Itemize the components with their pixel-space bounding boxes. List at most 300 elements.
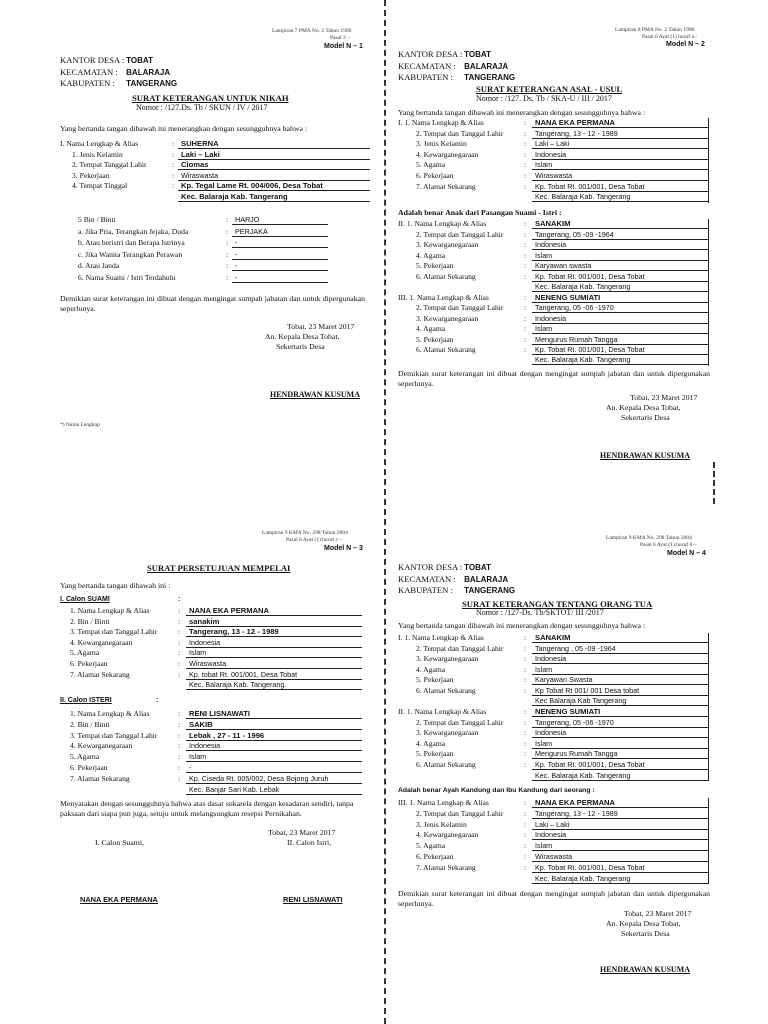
place-date: Tobat, 23 Maret 2017 xyxy=(287,322,355,331)
field-row xyxy=(398,335,718,346)
document-title: SURAT KETERANGAN UNTUK NIKAH xyxy=(132,93,289,103)
field-row xyxy=(398,150,718,161)
field-border xyxy=(708,707,709,781)
field-label: I. 1. Nama Lengkap & Alias xyxy=(398,633,484,642)
field-value: Tangerang, 13 - 12 - 1989 xyxy=(186,627,362,637)
lampiran-note: Lampiran 9 KMA No. 298 Tahun 2004 xyxy=(262,530,348,536)
field-row xyxy=(398,654,718,665)
field-label: 2. Tempat dan Tanggal Lahir xyxy=(416,303,504,313)
bride-heading: II. Calon ISTERI : xyxy=(60,697,159,704)
field-label: 4. Kewarganegaraan xyxy=(70,637,133,647)
field-value: - xyxy=(186,763,362,773)
pasal-note: Pasal 6 Ayat (1) huruf a - xyxy=(642,34,698,40)
field-colon: : xyxy=(226,238,229,247)
field-colon: : xyxy=(524,293,527,302)
field-row xyxy=(60,785,370,796)
field-value: Tangerang , 05 -09 -1964 xyxy=(532,644,708,654)
field-value: Kp. Tegal Lame Rt. 004/006, Desa Tobat xyxy=(178,181,370,191)
field-row xyxy=(398,863,718,874)
field-value: RENI LISNAWATI xyxy=(186,709,362,719)
field-label: 3. Pekerjaan xyxy=(72,170,110,180)
page-divider xyxy=(384,0,386,1024)
kantor-value: TOBAT xyxy=(464,563,491,572)
field-colon: : xyxy=(524,749,527,759)
office-header xyxy=(60,55,177,90)
field-label: III. 1. Nama Lengkap & Alias xyxy=(398,798,489,807)
field-colon: : xyxy=(524,862,527,872)
field-label: 1. Nama Lengkap & Alias xyxy=(70,709,150,718)
field-colon: : xyxy=(178,606,181,615)
field-row xyxy=(398,118,718,129)
field-colon: : xyxy=(524,181,527,191)
field-value: PERJAKA xyxy=(232,227,328,237)
field-label: 4. Agama xyxy=(416,664,446,674)
field-row xyxy=(398,644,718,655)
field-colon: : xyxy=(172,160,175,170)
field-value: Karyawan Swasta xyxy=(532,675,708,685)
parents-heading: Adalah benar Anak dari Pasangan Suami - Istri : xyxy=(398,208,562,217)
field-row xyxy=(60,261,370,272)
field-value: Tangerang, 05 -06 -1970 xyxy=(532,303,708,313)
field-value: Indonesia xyxy=(532,654,708,664)
field-value: NENENG SUMIATI xyxy=(532,707,708,717)
model-label: Model N – 3 xyxy=(324,545,363,552)
field-colon: : xyxy=(524,664,527,674)
groom-signer-name: NANA EKA PERMANA xyxy=(80,895,158,904)
field-value: Islam xyxy=(532,251,708,261)
field-colon: : xyxy=(226,226,229,236)
kabupaten-value: TANGERANG xyxy=(126,79,178,88)
kabupaten-label: KABUPATEN : xyxy=(398,72,453,82)
field-colon: : xyxy=(178,719,181,729)
field-row xyxy=(60,774,370,785)
field-label: 5. Pekerjaan xyxy=(416,261,454,270)
field-row xyxy=(60,680,370,691)
field-colon: : xyxy=(524,707,527,716)
kecamatan-value: BALARAJA xyxy=(464,61,509,71)
field-row xyxy=(60,273,370,284)
field-colon: : xyxy=(226,215,229,224)
signer-role: Sekertaris Desa xyxy=(621,413,670,422)
field-colon: : xyxy=(524,171,527,180)
field-label: 6. Alamat Sekarang xyxy=(416,685,476,695)
field-colon: : xyxy=(524,633,527,642)
field-label: 5. Pekerjaan xyxy=(416,334,454,344)
field-colon: : xyxy=(178,741,181,751)
field-label: 5. Pekerjaan xyxy=(416,749,454,759)
field-row xyxy=(398,240,718,251)
field-row xyxy=(398,303,718,314)
field-value: Indonesia xyxy=(532,728,708,738)
field-colon: : xyxy=(524,324,527,334)
field-label: 3. Kewarganegaraan xyxy=(416,240,479,249)
field-label: 6. Pekerjaan xyxy=(416,852,454,861)
field-value: Islam xyxy=(532,665,708,675)
field-label: 5. Agama xyxy=(416,841,446,851)
signer-role: Sekertaris Desa xyxy=(276,342,325,351)
field-label: 4. Tempat Tinggal xyxy=(72,181,128,191)
field-row xyxy=(398,261,718,272)
intro-text: Yang bertanda tangan dibawah ini menerangkan dengan sesungguhnya bahwa : xyxy=(60,124,308,133)
field-row xyxy=(398,841,718,852)
field-row xyxy=(60,763,370,774)
field-colon: : xyxy=(226,272,229,282)
field-colon: : xyxy=(172,149,175,159)
field-colon: : xyxy=(524,760,527,769)
field-row xyxy=(60,171,370,182)
office-header xyxy=(398,49,515,84)
document-title: SURAT KETERANGAN TENTANG ORANG TUA xyxy=(462,599,653,609)
document-number: Nomor : /127-Ds. Tb/SKTOT/ III /2017 xyxy=(476,608,604,617)
field-colon: : xyxy=(178,627,181,637)
field-value: Kec. Balaraja Kab. Tangerang xyxy=(178,192,370,202)
field-row xyxy=(398,686,718,697)
field-value: Wiraswasta xyxy=(186,659,362,669)
field-colon: : xyxy=(178,763,181,772)
field-row xyxy=(60,638,370,649)
field-row xyxy=(60,250,370,261)
signer-name: HENDRAWAN KUSUMA xyxy=(270,390,361,399)
field-row xyxy=(398,324,718,335)
field-row xyxy=(60,227,370,238)
field-value: Kp. Tobat Rt. 001/001, Desa Tobat xyxy=(532,345,708,355)
field-colon: : xyxy=(524,334,527,344)
field-label: 6. Pekerjaan xyxy=(70,659,108,668)
field-label: I. 1. Nama Lengkap & Alias xyxy=(398,118,484,127)
pasal-note: Pasal 6 Ayat (1) huruf c – xyxy=(286,537,343,543)
kecamatan-label: KECAMATAN : xyxy=(398,573,456,584)
field-colon: : xyxy=(172,139,175,148)
field-label: 2. Tempat dan Tanggal Lahir xyxy=(416,229,504,239)
field-label: 2. Bin / Binti xyxy=(70,616,110,626)
field-value: Ciomas xyxy=(178,160,370,170)
field-colon: : xyxy=(524,728,527,738)
field-row xyxy=(398,251,718,262)
field-row xyxy=(398,809,718,820)
page-edge-marker xyxy=(713,462,715,504)
field-value: SANAKIM xyxy=(532,219,708,229)
office-sign-line: An. Kepala Desa Tobat, xyxy=(265,332,340,341)
field-row xyxy=(60,741,370,752)
field-row xyxy=(398,171,718,182)
field-label: 3. Tempat dan Tanggal Lahir xyxy=(70,730,158,740)
field-row xyxy=(398,355,718,366)
intro-text: Yang bertanda tangan dibawah ini : xyxy=(60,581,171,590)
signer-role: Sekertaris Desa xyxy=(621,929,670,938)
field-colon: : xyxy=(524,830,527,840)
field-label: 3. Kewarganegaraan xyxy=(416,313,479,323)
field-colon: : xyxy=(524,160,527,170)
field-row xyxy=(398,139,718,150)
field-row xyxy=(60,627,370,638)
field-value: Wiraswasta xyxy=(532,171,708,181)
kecamatan-value: BALARAJA xyxy=(464,574,509,584)
place-date: Tobat, 23 Maret 2017 xyxy=(268,828,336,837)
place-date: Tobat, 23 Maret 2017 xyxy=(630,393,698,402)
document-title: SURAT PERSETUJUAN MEMPELAI xyxy=(147,563,291,573)
kecamatan-label: KECAMATAN : xyxy=(398,60,456,71)
field-label: II. 1. Nama Lengkap & Alias xyxy=(398,707,487,716)
field-colon: : xyxy=(524,798,527,807)
field-value: Islam xyxy=(532,841,708,851)
field-label: c. Jika Wanita Terangkan Perawan xyxy=(78,249,183,259)
field-row xyxy=(60,731,370,742)
field-value: Karyawan swasta xyxy=(532,261,708,271)
field-label: 3. Jenis Kelamin xyxy=(416,819,467,829)
field-row xyxy=(60,709,370,720)
field-value: Mengurus Rumah Tangga xyxy=(532,335,708,345)
field-row xyxy=(60,150,370,161)
field-value: - xyxy=(232,238,328,248)
field-colon: : xyxy=(524,819,527,829)
field-label: d. Atau Janda xyxy=(78,261,120,270)
field-label: 2. Tempat dan Tanggal Lahir xyxy=(416,717,504,727)
field-value: Kec Balaraja Kab Tangerang xyxy=(532,696,708,706)
field-colon: : xyxy=(178,773,181,783)
groom-heading: I. Calon SUAMI : xyxy=(60,596,181,603)
intro-text: Yang bertanda tangan dibawah ini menerangkan dengan sesungguhnya bahwa : xyxy=(398,621,646,630)
field-row xyxy=(398,192,718,203)
closing-text: Demikian surat keterangan ini dibuat dengan mengingat sumpah jabatan dan untuk dipergunakan seperlunya. xyxy=(398,889,710,908)
field-colon: : xyxy=(524,345,527,354)
field-value: Kec. Balaraja Kab. Tangerang. xyxy=(186,680,362,690)
signer-name: HENDRAWAN KUSUMA xyxy=(600,451,691,460)
field-colon: : xyxy=(524,250,527,260)
field-colon: : xyxy=(178,616,181,626)
field-colon: : xyxy=(524,118,527,127)
office-sign-line: An. Kepala Desa Tobat, xyxy=(606,919,681,928)
child-heading: Adalah benar Ayah Kandung dan Ibu Kandung dari seorang : xyxy=(398,787,595,794)
field-label: 4. Kewarganegaraan xyxy=(416,830,479,840)
field-colon: : xyxy=(524,128,527,138)
field-row xyxy=(60,238,370,249)
field-row xyxy=(398,728,718,739)
document-number: Nomor : /127. Ds. Tb / SKA-U / III / 2017 xyxy=(476,94,612,103)
kantor-label: KANTOR DESA : xyxy=(398,49,463,59)
field-value: Indonesia xyxy=(532,314,708,324)
field-label: 5. Pekerjaan xyxy=(416,675,454,684)
field-label: 4. Agama xyxy=(416,250,446,260)
field-row xyxy=(60,617,370,628)
field-value: Kec. Balaraja Kab. Tangerang xyxy=(532,192,708,202)
field-label: 2. Tempat dan Tanggal Lahir xyxy=(416,128,504,138)
field-value: - xyxy=(232,250,328,260)
model-label: Model N – 1 xyxy=(324,43,363,50)
field-value: Islam xyxy=(186,752,362,762)
field-label: 4. Agama xyxy=(416,324,446,334)
lampiran-note: Lampiran 9 KMA No. 298 Tahun 2004 xyxy=(606,535,692,541)
field-row xyxy=(398,345,718,356)
field-row xyxy=(398,633,718,644)
field-value: - xyxy=(232,273,328,283)
field-border xyxy=(708,219,709,293)
field-label: b. Atau beristri dan Berapa Istrinya xyxy=(78,238,185,247)
field-row xyxy=(60,752,370,763)
field-colon: : xyxy=(226,261,229,270)
field-value: sanakim xyxy=(186,617,362,627)
field-colon: : xyxy=(178,648,181,658)
field-colon: : xyxy=(524,261,527,270)
field-value: Tangerang, 13 - 12 - 1989 xyxy=(532,129,708,139)
field-colon: : xyxy=(524,219,527,228)
field-label: 5. Agama xyxy=(416,160,446,170)
field-label: III. 1. Nama Lengkap & Alias xyxy=(398,293,489,302)
field-row xyxy=(398,129,718,140)
field-value: Kec. Banjar Sari Kab. Lebak xyxy=(186,785,362,795)
field-row xyxy=(398,293,718,304)
field-value: Kp. tobat Rt. 001/001, Desa Tobat xyxy=(186,670,362,680)
field-row xyxy=(398,707,718,718)
bride-signer-name: RENI LISNAWATI xyxy=(283,895,343,904)
field-label: 4. Agama xyxy=(416,738,446,748)
field-colon: : xyxy=(524,229,527,239)
field-value: SAKIB xyxy=(186,720,362,730)
field-row xyxy=(60,659,370,670)
field-value: NANA EKA PERMANA xyxy=(532,118,708,128)
kantor-value: TOBAT xyxy=(126,56,153,65)
field-value: NENENG SUMIATI xyxy=(532,293,708,303)
field-row xyxy=(60,181,370,192)
field-label: 3. Jenis Kelamin xyxy=(416,139,467,149)
document-title: SURAT KETERANGAN ASAL - USUL xyxy=(476,84,623,94)
pasal-note: Pasal 6 Ayat (1) huruf d – xyxy=(640,542,697,548)
field-label: 6. Nama Suami / Istri Terdahulu xyxy=(78,272,176,282)
field-colon: : xyxy=(178,752,181,762)
field-label: 7. Alamat Sekarang xyxy=(70,669,130,679)
field-border xyxy=(708,798,709,884)
closing-text: Menyatakan dengan sesungguhnya bahwa atas dasar sukarela dengan kesadaran sendiri, tanpa paksaan dari siapa pun juga, setuju untuk melangsungkan resepsi Pernikahan. xyxy=(60,799,354,818)
field-label: 5. Agama xyxy=(70,648,100,658)
field-row xyxy=(398,282,718,293)
document-number: Nomor : /127.Ds. Tb / SKUN / IV / 2017 xyxy=(136,103,268,112)
field-value: NANA EKA PERMANA xyxy=(532,798,708,808)
field-value: NANA EKA PERMANA xyxy=(186,606,362,616)
field-colon: : xyxy=(178,659,181,668)
model-label: Model N – 4 xyxy=(667,550,706,557)
field-value: Mengurus Rumah Tangga xyxy=(532,749,708,759)
office-header xyxy=(398,562,515,597)
field-label: 2. Tempat dan Tanggal Lahir xyxy=(416,643,504,653)
closing-text: Demikian surat keterangan ini dibuat dengan mengingat sumpah jabatan dan untuk dipergunakan seperlunya. xyxy=(60,294,365,313)
field-value: Lebak , 27 - 11 - 1996 xyxy=(186,731,362,741)
field-label: 6. Pekerjaan xyxy=(70,763,108,772)
field-value: Indonesia xyxy=(532,830,708,840)
field-value: Laki – Laki xyxy=(532,820,708,830)
field-row xyxy=(398,675,718,686)
field-value: Indonesia xyxy=(186,741,362,751)
signer-name: HENDRAWAN KUSUMA xyxy=(600,965,691,974)
field-label: 2. Bin / Binti xyxy=(70,719,110,729)
field-colon: : xyxy=(172,170,175,180)
field-row xyxy=(398,739,718,750)
field-colon: : xyxy=(524,841,527,851)
field-value: Islam xyxy=(532,739,708,749)
field-label: a. Jika Pria, Terangkan Jejaka, Duda xyxy=(78,226,189,236)
field-label: 3. Kewarganegaraan xyxy=(416,654,479,663)
closing-text: Demikian surat keterangan ini dibuat dengan mengingat sumpah jabatan dan untuk dipergunakan seperlunya. xyxy=(398,369,710,388)
field-border xyxy=(708,633,709,707)
field-value: Kec. Balaraja Kab. Tangerang xyxy=(532,771,708,781)
kantor-label: KANTOR DESA : xyxy=(60,55,125,65)
kabupaten-value: TANGERANG xyxy=(464,73,516,82)
field-colon: : xyxy=(178,637,181,647)
field-value: Kec. Balaraja Kab. Tangerang xyxy=(532,355,708,365)
field-label: 6. Alamat Sekarang xyxy=(416,760,476,769)
field-colon: : xyxy=(178,669,181,679)
field-colon: : xyxy=(524,685,527,695)
kabupaten-value: TANGERANG xyxy=(464,586,516,595)
field-row xyxy=(398,696,718,707)
field-value: Indonesia xyxy=(186,638,362,648)
field-value: Kec. Balaraja Kab. Tangerang xyxy=(532,874,708,884)
field-colon: : xyxy=(524,303,527,313)
field-row xyxy=(398,718,718,729)
field-value: Kp. Tobat Rt. 001/001, Desa Tobat xyxy=(532,182,708,192)
field-label: 5 Bin / Binti xyxy=(78,215,116,224)
field-colon: : xyxy=(524,717,527,727)
office-sign-line: An. Kepala Desa Tobat, xyxy=(606,403,681,412)
field-label: 1. Jenis Kelamin xyxy=(72,149,123,159)
field-row xyxy=(398,852,718,863)
field-row xyxy=(398,874,718,885)
field-label: 6. Pekerjaan xyxy=(416,171,454,180)
field-label: 2. Tempat Tanggal Lahir xyxy=(72,160,147,170)
kantor-value: TOBAT xyxy=(464,50,491,59)
field-row xyxy=(398,219,718,230)
field-value: Tangerang, 05 -09 -1964 xyxy=(532,230,708,240)
field-colon: : xyxy=(178,730,181,740)
field-colon: : xyxy=(524,240,527,249)
field-value: Indonesia xyxy=(532,240,708,250)
field-colon: : xyxy=(524,852,527,861)
field-value: Laki – Laki xyxy=(178,150,370,160)
field-colon: : xyxy=(524,654,527,663)
groom-sign-role: I. Calon Suami, xyxy=(95,838,144,847)
kecamatan-value: BALARAJA xyxy=(126,67,171,77)
pasal-note: Pasal 3 – xyxy=(330,35,350,41)
field-label: 4. Kewarganegaraan xyxy=(70,741,133,751)
kabupaten-label: KABUPATEN : xyxy=(60,78,115,88)
field-label: 1. Nama Lengkap & Alias xyxy=(70,606,150,615)
field-colon: : xyxy=(178,709,181,718)
field-value: Kec. Balaraja Kab. Tangerang xyxy=(532,282,708,292)
field-row xyxy=(398,272,718,283)
field-label: II. 1. Nama Lengkap & Alias xyxy=(398,219,487,228)
field-value: SANAKIM xyxy=(532,633,708,643)
bride-sign-role: II. Calon Istri, xyxy=(287,838,332,847)
field-row xyxy=(398,760,718,771)
kabupaten-label: KABUPATEN : xyxy=(398,585,453,595)
field-row xyxy=(60,160,370,171)
field-value: Islam xyxy=(186,648,362,658)
field-border xyxy=(708,293,709,366)
field-row xyxy=(398,830,718,841)
field-label: 7. Alamat Sekarang xyxy=(70,773,130,783)
field-row xyxy=(60,720,370,731)
footnote: *) Nama Lengkap xyxy=(60,422,100,428)
field-label: 5. Agama xyxy=(70,752,100,762)
kantor-label: KANTOR DESA : xyxy=(398,562,463,572)
field-row xyxy=(60,139,370,150)
lampiran-note: Lampiran 7 PMA No. 2 Tahun 1990 xyxy=(272,28,352,34)
field-colon: : xyxy=(524,643,527,653)
field-value: Kp. Ciseda Rt. 005/002, Desa Bojong Juruh xyxy=(186,774,362,784)
field-value: Kp. Tobat Rt. 001/001, Desa Tobat xyxy=(532,272,708,282)
field-value: - xyxy=(232,261,328,271)
field-label: I. Nama Lengkap & Alias xyxy=(60,139,139,148)
intro-text: Yang bertanda tangan dibawah ini menerangkan dengan sesungguhnya bahwa : xyxy=(398,108,646,117)
field-label: 3. Tempat dan Tanggal Lahir xyxy=(70,627,158,637)
